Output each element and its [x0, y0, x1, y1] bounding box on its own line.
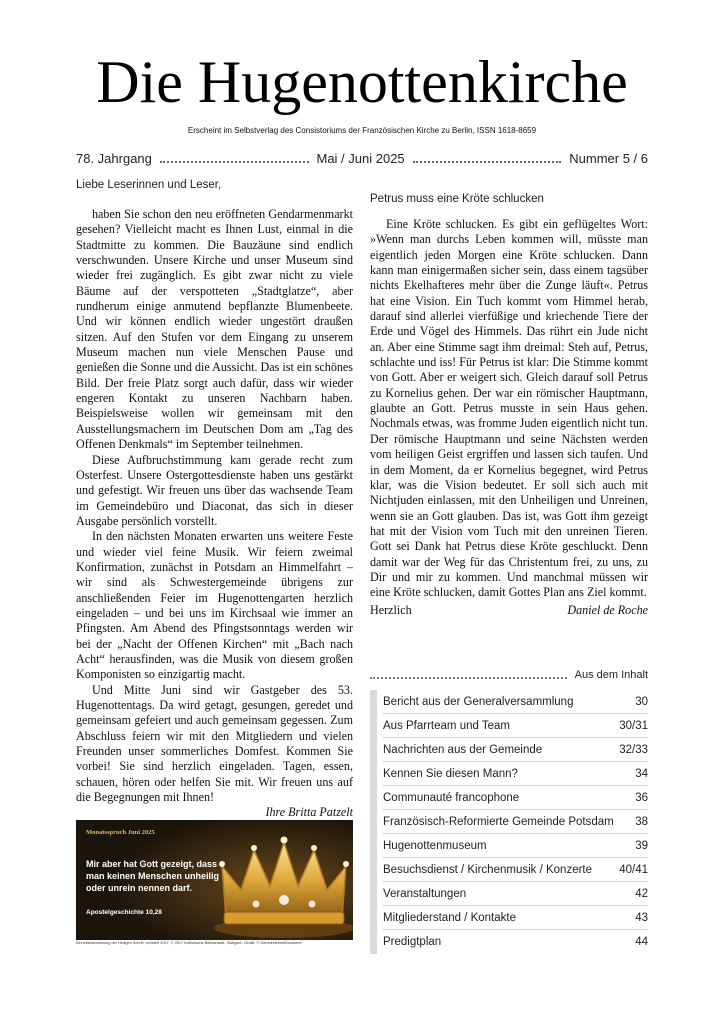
article-column	[370, 217, 648, 618]
toc-item-page: 34	[635, 767, 648, 780]
toc-item-label: Communauté francophone	[383, 791, 520, 804]
toc-item	[383, 786, 648, 810]
toc-heading-label: Aus dem Inhalt	[574, 669, 648, 681]
toc-accent-bar	[370, 690, 377, 954]
toc-heading	[370, 668, 648, 682]
toc-item-label: Französisch-Reformierte Gemeinde Potsdam	[383, 815, 614, 828]
toc-item-label: Besuchsdienst / Kirchenmusik / Konzerte	[383, 863, 593, 876]
toc-item-label: Aus Pfarrteam und Team	[383, 719, 510, 732]
toc-item	[383, 882, 648, 906]
article-closing-word: Herzlich	[370, 602, 412, 617]
toc-item	[383, 762, 648, 786]
toc-item	[383, 690, 648, 714]
table-of-contents	[370, 690, 648, 954]
toc-item-page: 30/31	[619, 719, 648, 732]
toc-item	[383, 834, 648, 858]
editorial-greeting: Liebe Leserinnen und Leser,	[76, 179, 222, 191]
toc-item-page: 44	[635, 935, 648, 948]
editorial-paragraph: In den nächsten Monaten erwarten uns weitere Feste und wieder viel feine Musik. Wir feiern zweimal Konfirmation, zunächst in Potsdam an Himmelfahrt – wir sind als Schwestergemeinde übrigens zur anschließenden Feier im Hugenottengarten herzlich eingeladen – und bei uns im Kirchsaal wie immer an Pfingsten. Am Abend des Pfingstsonntags werden wir bei der „Nacht der Offenen Kirchen“ mit „Bach nach Acht“ herausfinden, was die Musik von diesem großen Komponisten so einzigartig macht.	[76, 529, 353, 682]
article-closing	[370, 603, 648, 618]
toc-item-label: Veranstaltungen	[383, 887, 467, 900]
masthead-title: Die Hugenottenkirche	[96, 49, 628, 115]
image-credit: Einheitsübersetzung der Heiligen Schrift, revidiert 2017, © 2017 Katholische Bibelanstalt, Stuttgart - Grafik: © GemeindebriefDruckerei	[76, 941, 302, 945]
monthly-verse-banner	[76, 820, 353, 940]
toc-item-page: 36	[635, 791, 648, 804]
toc-item-page: 38	[635, 815, 648, 828]
verse-text: Mir aber hat Gott gezeigt, dass man keinen Menschen unheilig oder unrein nennen darf.	[86, 859, 220, 893]
toc-item-page: 42	[635, 887, 648, 900]
toc-item-page: 32/33	[619, 743, 648, 756]
dotted-leader	[413, 153, 562, 163]
toc-item-page: 40/41	[619, 863, 648, 876]
toc-item-label: Bericht aus der Generalversammlung	[383, 695, 574, 708]
issue-volume: 78. Jahrgang	[76, 150, 152, 166]
toc-item-label: Predigtplan	[383, 935, 442, 948]
dotted-leader	[370, 671, 567, 679]
toc-item	[383, 714, 648, 738]
verse-month-label: Monatsspruch Juni 2025	[86, 829, 155, 836]
issue-bar	[76, 149, 648, 167]
editorial-paragraph: Diese Aufbruchstimmung kam gerade recht zum Osterfest. Unsere Ostergottesdienste haben uns gestärkt und gefestigt. Wir freuen uns über das wachsende Team im Gemeindebüro und Diaconat, das sich in dieser Ausgabe persönlich vorstellt.	[76, 452, 353, 528]
toc-item-label: Kennen Sie diesen Mann?	[383, 767, 518, 780]
issue-number: Nummer 5 / 6	[569, 150, 649, 166]
article-body: Eine Kröte schlucken. Es gibt ein geflügeltes Wort: »Wenn man durchs Leben kommen will, müsste man eigentlich jeden Morgen eine Kröte schlucken. Dann kann man einigermaßen sicher sein, dass einem tagsüber nichts Ekelhafteres mehr über die Zunge läuft«. Petrus hat eine Vision. Ein Tuch kommt vom Himmel herab, darauf sind allerlei vierfüßige und kriechende Tiere der Erde und Vögel des Himmels. Das rührt ein Jude nicht an. Aber eine Stimme sagt ihm dreimal: Steh auf, Petrus, schlachte und iss! Für Petrus ist klar: Die Stimme kommt von Gott. Aber er weigert sich. Gleich darauf soll Petrus zu Kornelius gehen. Der war ein römischer Hauptmann, glaubte an Gott. Petrus musste in sein Haus gehen. Nochmals etwas, was fromme Juden eigentlich nicht tun. Der römische Hauptmann und seine Nächsten werden vom heiligen Geist ergriffen und lassen sich taufen. Und in dem Moment, da er Kornelius begegnet, wird Petrus klar, was die Vision bedeutet. Er soll sich auch mit Nichtjuden einlassen, mit den Unheiligen und Unreinen, wenn sie an Gott glauben. Das ist, was Gott ihm gezeigt hat mit der Vision vom Tuch mit den unreinen Tieren. Gott sei Dank hat Petrus diese Kröte geschluckt. Denn damit war der Weg für das Christentum frei, zu uns, zu Dir und mir zu kommen. Und manchmal müssen wir eine Kröte schlucken, damit Gottes Plan ans Ziel kommt.	[370, 217, 648, 600]
editorial-signature: Ihre Britta Patzelt	[265, 805, 353, 820]
toc-item	[383, 858, 648, 882]
toc-item-page: 43	[635, 911, 648, 924]
toc-item	[383, 738, 648, 762]
toc-item	[383, 930, 648, 953]
article-author: Daniel de Roche	[567, 602, 648, 617]
toc-item-label: Nachrichten aus der Gemeinde	[383, 743, 543, 756]
toc-item	[383, 906, 648, 930]
toc-item-label: Hugenottenmuseum	[383, 839, 487, 852]
dotted-leader	[160, 153, 309, 163]
toc-item-page: 30	[635, 695, 648, 708]
masthead-subline: Erscheint im Selbstverlag des Consistoriums der Französischen Kirche zu Berlin, ISSN 1618-8659	[187, 126, 537, 135]
editorial-paragraph: haben Sie schon den neu eröffneten Gendarmenmarkt gesehen? Vielleicht macht es Ihnen Lust, einmal in die Stadtmitte zu kommen. Die Bauzäune sind endlich verschwunden. Unsere Kirche und unser Museum sind wieder frei zugänglich. Es gibt zwar nicht zu viele Bäume auf der verspotteten „Stadtglatze“, aber rundherum einige anmutend bepflanzte Blumenbeete. Und wir können endlich wieder ungestört draußen sitzen. Auf den Stufen vor dem Eingang zu unserem Museum machen nun viele Menschen Pause und genießen die Sonne und die Aussicht. Das ist ein schönes Bild. Der freie Platz sorgt auch dafür, dass wir wieder engeren Kontakt zu unseren Nachbarn haben. Beispielsweise wollen wir gemeinsam mit den Ausstellungsmachern im Deutschen Dom am „Tag des Offenen Denkmals“ im September teilnehmen.	[76, 207, 353, 452]
article-title: Petrus muss eine Kröte schlucken	[370, 193, 544, 205]
editorial-paragraph: Und Mitte Juni sind wir Gastgeber des 53. Hugenottentags. Da wird getagt, gesungen, geredet und gemeinsam gefeiert und auch gemeinsam gegessen. Zum Abschluss feiern wir mit den Mitgliedern und vielen Freunden unser sommerliches Domfest. Kommen Sie vorbei! Sie sind herzlich eingeladen. Tagen, essen, schauen, hören oder helfen Sie mit. Wir freuen uns auf die Begegnungen mit Ihnen!	[76, 682, 353, 805]
toc-item	[383, 810, 648, 834]
verse-reference: Apostelgeschichte 10,28	[86, 909, 162, 916]
editorial-column	[76, 207, 353, 828]
issue-date: Mai / Juni 2025	[316, 150, 405, 166]
toc-item-label: Mitgliederstand / Kontakte	[383, 911, 516, 924]
toc-item-page: 39	[635, 839, 648, 852]
